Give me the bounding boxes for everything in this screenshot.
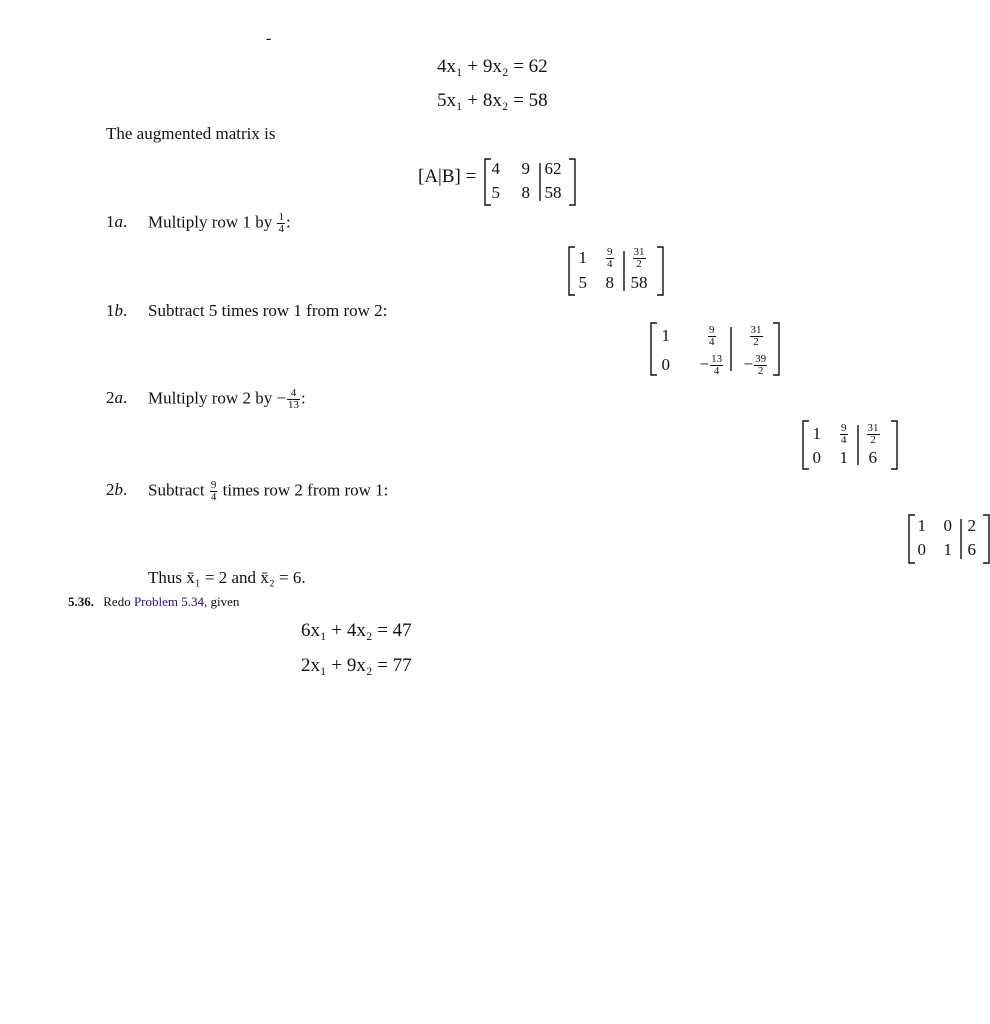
step-1b-number: 1 <box>106 301 115 320</box>
matrix-fraction <box>867 423 880 446</box>
right-bracket <box>569 159 575 205</box>
matrix-fraction <box>708 325 716 348</box>
minus-sign: − <box>743 354 754 374</box>
matrix-fraction <box>710 354 723 377</box>
step-label: 2b. <box>106 480 128 499</box>
step-suffix: : <box>285 212 291 232</box>
conclusion-x2: x̄₂ = 6. <box>260 568 306 587</box>
step-1a-letter: a <box>114 212 123 231</box>
step-2a-number: 2 <box>106 388 115 407</box>
step-2a-matrix <box>802 420 898 470</box>
matrix-cell: 1 <box>812 424 821 443</box>
new-equation-2: 2x₁ + 9x₂ = 77 <box>301 655 412 676</box>
step-2b-text <box>148 480 388 503</box>
matrix-cell <box>749 325 764 348</box>
matrix-cell: 2 <box>967 516 976 535</box>
matrix-cell: 6 <box>967 540 976 559</box>
fraction-denominator: 4 <box>841 433 847 446</box>
problem-text-start: Redo <box>103 594 131 609</box>
step-2a-fraction <box>287 388 300 411</box>
matrix-cell: 8 <box>521 183 530 202</box>
fraction-denominator: 2 <box>757 364 764 377</box>
matrix-fraction <box>840 423 848 446</box>
step-2a-instruction: Multiply row 2 by <box>148 388 273 408</box>
fraction-numerator: 1 <box>278 211 284 223</box>
new-equation-1: 6x₁ + 4x₂ = 47 <box>301 620 412 641</box>
step-label: 1a. <box>106 212 128 231</box>
fraction-sign: − <box>276 388 287 408</box>
matrix-cell: 1 <box>661 326 670 345</box>
matrix-fraction <box>750 325 763 348</box>
step-2b-number: 2 <box>106 480 115 499</box>
step-1b-text: Subtract 5 times row 1 from row 2: <box>148 301 388 320</box>
step-2a-text <box>148 388 306 411</box>
step-suffix: : <box>301 388 306 408</box>
augmented-lhs: [A|B] = <box>418 166 477 187</box>
matrix-fraction <box>633 247 646 270</box>
matrix-cell <box>605 247 615 270</box>
fraction-numerator: 9 <box>841 421 847 434</box>
matrix-cell <box>839 423 849 446</box>
matrix-cell: 4 <box>491 159 500 178</box>
fraction-denominator: 2 <box>870 433 876 446</box>
matrix-cell: 62 <box>544 159 562 178</box>
left-bracket <box>803 421 809 469</box>
step-1b-letter: b <box>114 301 123 320</box>
matrix-cell <box>707 325 717 348</box>
fraction-denominator: 4 <box>713 364 720 377</box>
conclusion-and: and <box>231 568 257 587</box>
matrix-cell: 0 <box>917 540 926 559</box>
fraction-denominator: 4 <box>709 335 715 348</box>
matrix-cell: 6 <box>868 448 877 467</box>
right-bracket <box>891 421 897 469</box>
step-label: 2a. <box>106 388 128 407</box>
step-1a-fraction <box>277 212 285 235</box>
step-label: 1b. <box>106 301 128 320</box>
fraction-denominator: 2 <box>636 257 642 270</box>
matrix-cell <box>632 247 647 270</box>
fraction-numerator: 31 <box>750 323 762 336</box>
matrix-cell: 8 <box>605 273 614 292</box>
problem-text-end: , given <box>204 594 240 609</box>
fraction-denominator: 4 <box>278 223 284 236</box>
matrix-cell: 5 <box>491 183 500 202</box>
matrix-cell: 0 <box>812 448 821 467</box>
minus-sign: − <box>699 354 710 374</box>
step-2b-letter: b <box>114 480 123 499</box>
augmented-intro-text: The augmented matrix is <box>106 124 276 143</box>
problem-5-34-link[interactable]: Problem 5.34 <box>133 594 205 609</box>
matrix-cell: 0 <box>661 355 670 374</box>
matrix-cell <box>744 354 769 377</box>
right-bracket <box>657 247 663 295</box>
step-2b-fraction <box>210 480 218 503</box>
right-bracket <box>773 323 779 375</box>
matrix-fraction <box>754 354 767 377</box>
augmented-matrix <box>484 158 576 206</box>
left-bracket <box>651 323 657 375</box>
matrix-cell: 9 <box>521 159 530 178</box>
given-equation-2: 5x₁ + 8x₂ = 58 <box>437 90 548 111</box>
step-1a-matrix <box>568 246 664 296</box>
fraction-denominator: 4 <box>607 257 613 270</box>
fraction-numerator: 4 <box>287 388 300 400</box>
matrix-cell: 0 <box>943 516 952 535</box>
step-2a-letter: a <box>114 388 123 407</box>
fraction-numerator: 13 <box>711 352 723 365</box>
matrix-cell: 1 <box>943 540 952 559</box>
step-1a-text <box>148 212 291 235</box>
step-1a-number: 1 <box>106 212 115 231</box>
problem-number: 5.36. <box>68 594 94 609</box>
left-bracket <box>909 515 915 563</box>
matrix-cell: 5 <box>578 273 587 292</box>
matrix-cell: 58 <box>630 273 648 292</box>
matrix-cell: 1 <box>917 516 926 535</box>
matrix-cell: 58 <box>544 183 562 202</box>
conclusion-x1: x̄₁ = 2 <box>186 568 228 587</box>
top-mark: - <box>266 30 272 47</box>
matrix-cell: 1 <box>839 448 848 467</box>
step-1a-instruction: Multiply row 1 by <box>148 212 273 232</box>
fraction-numerator: 9 <box>709 323 715 336</box>
left-bracket <box>569 247 575 295</box>
fraction-denominator: 2 <box>753 335 759 348</box>
matrix-fraction <box>606 247 614 270</box>
step-2b-matrix <box>908 514 990 564</box>
step-1b-matrix <box>650 322 780 376</box>
given-equation-1: 4x₁ + 9x₂ = 62 <box>437 56 548 77</box>
fraction-denominator: 4 <box>210 491 217 504</box>
problem-5-36 <box>68 594 239 610</box>
step-2b-instruction-start: Subtract <box>148 480 205 500</box>
left-bracket <box>485 159 491 205</box>
fraction-numerator: 31 <box>867 421 879 434</box>
conclusion <box>148 568 306 588</box>
step-2b-instruction-end: times row 2 from row 1: <box>222 480 389 500</box>
matrix-cell <box>700 354 725 377</box>
matrix-cell <box>866 423 881 446</box>
fraction-numerator: 39 <box>755 352 767 365</box>
right-bracket <box>983 515 989 563</box>
fraction-numerator: 9 <box>607 245 613 258</box>
matrix-cell: 1 <box>578 248 587 267</box>
fraction-denominator: 13 <box>288 399 300 412</box>
fraction-numerator: 9 <box>210 479 217 491</box>
conclusion-prefix: Thus <box>148 568 182 587</box>
fraction-numerator: 31 <box>633 245 645 258</box>
